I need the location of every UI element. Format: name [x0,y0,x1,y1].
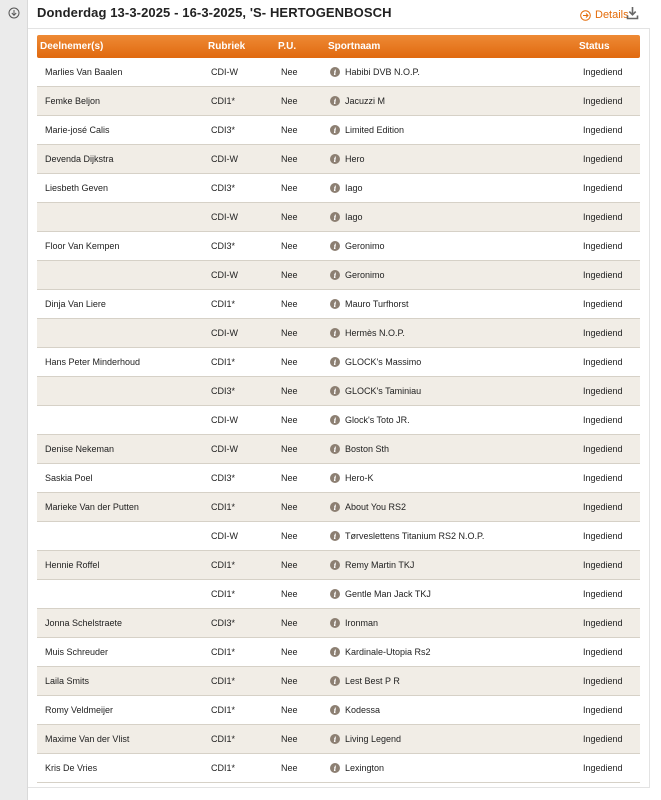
horse-cell [330,502,406,512]
table-row [37,522,640,551]
class-cell: CDI1* [211,502,236,512]
table-row [37,319,640,348]
table-row [37,348,640,377]
horse-cell [330,357,421,367]
horse-cell [330,328,405,338]
horse-name[interactable]: Hermès N.O.P. [345,328,405,338]
status-cell: Ingediend [583,67,623,77]
info-icon[interactable]: i [330,241,340,251]
info-icon[interactable]: i [330,270,340,280]
horse-name[interactable]: Gentle Man Jack TKJ [345,589,431,599]
status-cell: Ingediend [583,618,623,628]
status-cell: Ingediend [583,241,623,251]
table-row [37,493,640,522]
status-cell: Ingediend [583,734,623,744]
participant-cell: Jonna Schelstraete [45,618,123,628]
pu-cell: Nee [281,502,298,512]
class-cell: CDI1* [211,96,236,106]
horse-cell [330,241,385,251]
table-row [37,551,640,580]
pu-cell: Nee [281,473,298,483]
table-row [37,58,640,87]
participant-cell: Hennie Roffel [45,560,100,570]
class-cell: CDI-W [211,444,238,454]
info-icon[interactable]: i [330,125,340,135]
participant-cell: Marlies Van Baalen [45,67,123,77]
pu-cell: Nee [281,705,298,715]
pu-cell: Nee [281,589,298,599]
details-link[interactable] [580,9,629,21]
event-header [0,0,661,28]
info-icon[interactable]: i [330,444,340,454]
participant-cell: Muis Schreuder [45,647,109,657]
details-label: Details [595,9,629,21]
class-cell: CDI1* [211,299,236,309]
class-cell: CDI-W [211,270,238,280]
info-icon[interactable]: i [330,763,340,773]
horse-cell [330,154,365,164]
horse-cell [330,473,374,483]
status-cell: Ingediend [583,183,623,193]
pu-cell: Nee [281,415,298,425]
class-cell: CDI3* [211,183,236,193]
pu-cell: Nee [281,67,298,77]
info-icon[interactable]: i [330,560,340,570]
column-header-horse: Sportnaam [328,41,381,52]
table-row [37,261,640,290]
left-rail [0,0,28,800]
table-row [37,464,640,493]
horse-cell [330,270,385,280]
pu-cell: Nee [281,357,298,367]
info-icon[interactable]: i [330,589,340,599]
horse-name[interactable]: Hero-K [345,473,374,483]
class-cell: CDI3* [211,125,236,135]
status-cell: Ingediend [583,647,623,657]
column-header-participant: Deelnemer(s) [40,41,104,52]
horse-name[interactable]: Tørveslettens Titanium RS2 N.O.P. [345,531,485,541]
class-cell: CDI-W [211,154,238,164]
info-icon[interactable]: i [330,386,340,396]
info-icon[interactable]: i [330,705,340,715]
class-cell: CDI1* [211,676,236,686]
table-row [37,638,640,667]
status-cell: Ingediend [583,473,623,483]
info-icon[interactable]: i [330,502,340,512]
table-row [37,696,640,725]
participant-cell: Romy Veldmeijer [45,705,114,715]
horse-name[interactable]: Mauro Turfhorst [345,299,409,309]
class-cell: CDI3* [211,386,236,396]
pu-cell: Nee [281,386,298,396]
participant-cell: Denise Nekeman [45,444,115,454]
class-cell: CDI1* [211,357,236,367]
horse-name[interactable]: Glock's Toto JR. [345,415,410,425]
class-cell: CDI3* [211,473,236,483]
status-cell: Ingediend [583,96,623,106]
participant-cell: Hans Peter Minderhoud [45,357,141,367]
status-cell: Ingediend [583,531,623,541]
info-icon[interactable]: i [330,183,340,193]
horse-name[interactable]: Geronimo [345,270,385,280]
horse-name[interactable]: Kodessa [345,705,381,715]
status-cell: Ingediend [583,299,623,309]
status-cell: Ingediend [583,705,623,715]
pu-cell: Nee [281,270,298,280]
pu-cell: Nee [281,125,298,135]
column-header-status: Status [579,41,610,52]
pu-cell: Nee [281,676,298,686]
class-cell: CDI1* [211,647,236,657]
horse-name[interactable]: Hero [345,154,365,164]
status-cell: Ingediend [583,589,623,599]
table-row [37,290,640,319]
horse-cell [330,183,363,193]
participant-cell: Liesbeth Geven [45,183,109,193]
status-cell: Ingediend [583,560,623,570]
info-icon[interactable]: i [330,618,340,628]
table-row [37,145,640,174]
entries-table [37,35,640,783]
horse-name[interactable]: Jacuzzi M [345,96,386,106]
class-cell: CDI1* [211,589,236,599]
class-cell: CDI-W [211,415,238,425]
info-icon[interactable]: i [330,676,340,686]
status-cell: Ingediend [583,357,623,367]
horse-cell [330,676,400,686]
pu-cell: Nee [281,444,298,454]
pu-cell: Nee [281,647,298,657]
horse-name[interactable]: Lexington [345,763,385,773]
horse-cell [330,705,380,715]
horse-name[interactable]: Geronimo [345,241,385,251]
horse-cell [330,560,414,570]
status-cell: Ingediend [583,502,623,512]
participant-cell: Kris De Vries [45,763,98,773]
table-row [37,754,640,783]
info-icon[interactable]: i [330,212,340,222]
participant-cell: Devenda Dijkstra [45,154,114,164]
info-icon[interactable]: i [330,96,340,106]
horse-cell [330,415,410,425]
table-row [37,406,640,435]
class-cell: CDI1* [211,734,236,744]
horse-cell [330,299,409,309]
column-header-class: Rubriek [208,41,246,52]
info-icon[interactable]: i [330,647,340,657]
table-row [37,580,640,609]
participant-cell: Marieke Van der Putten [45,502,139,512]
horse-name[interactable]: Lest Best P R [345,676,400,686]
pu-cell: Nee [281,531,298,541]
class-cell: CDI3* [211,618,236,628]
participant-cell: Floor Van Kempen [45,241,120,251]
horse-cell [330,444,389,454]
horse-name[interactable]: Living Legend [345,734,402,744]
horse-cell [330,386,421,396]
participant-cell: Maxime Van der Vlist [45,734,130,744]
horse-cell [330,647,431,657]
class-cell: CDI1* [211,763,236,773]
class-cell: CDI-W [211,67,238,77]
pu-cell: Nee [281,328,298,338]
table-body [37,58,640,783]
info-icon[interactable]: i [330,299,340,309]
status-cell: Ingediend [583,154,623,164]
info-icon[interactable]: i [330,415,340,425]
table-row [37,377,640,406]
horse-cell [330,212,363,222]
table-row [37,203,640,232]
pu-cell: Nee [281,241,298,251]
column-header-pu: P.U. [278,41,297,52]
info-icon[interactable]: i [330,531,340,541]
horse-name[interactable]: GLOCK's Massimo [345,357,422,367]
class-cell: CDI-W [211,328,238,338]
horse-cell [330,125,404,135]
collapse-icon[interactable] [8,7,20,19]
class-cell: CDI-W [211,212,238,222]
event-title: Donderdag 13-3-2025 - 16-3-2025, 'S- HERTOGENBOSCH [37,5,392,20]
pu-cell: Nee [281,299,298,309]
download-icon[interactable] [626,6,639,20]
table-row [37,87,640,116]
status-cell: Ingediend [583,328,623,338]
status-cell: Ingediend [583,444,623,454]
status-cell: Ingediend [583,676,623,686]
pu-cell: Nee [281,734,298,744]
info-icon[interactable]: i [330,154,340,164]
table-header [37,35,640,58]
pu-cell: Nee [281,560,298,570]
horse-cell [330,67,420,77]
horse-cell [330,96,385,106]
table-row [37,435,640,464]
table-row [37,116,640,145]
info-icon[interactable]: i [330,328,340,338]
horse-name[interactable]: Kardinale-Utopia Rs2 [345,647,431,657]
horse-cell [330,618,378,628]
info-icon[interactable]: i [330,357,340,367]
pu-cell: Nee [281,96,298,106]
status-cell: Ingediend [583,386,623,396]
participant-cell: Femke Beljon [45,96,101,106]
info-icon[interactable]: i [330,67,340,77]
horse-name[interactable]: Habibi DVB N.O.P. [345,67,420,77]
pu-cell: Nee [281,618,298,628]
pu-cell: Nee [281,154,298,164]
entries-panel [28,28,650,788]
info-icon[interactable]: i [330,734,340,744]
participant-cell: Dinja Van Liere [45,299,106,309]
class-cell: CDI3* [211,241,236,251]
horse-name[interactable]: Remy Martin TKJ [345,560,415,570]
horse-cell [330,589,431,599]
horse-cell [330,531,484,541]
participant-cell: Marie-josé Calis [45,125,110,135]
horse-name[interactable]: Ironman [345,618,379,628]
participant-cell: Laila Smits [45,676,90,686]
horse-cell [330,734,401,744]
participant-cell: Saskia Poel [45,473,93,483]
table-row [37,609,640,638]
horse-name[interactable]: Boston Sth [345,444,390,454]
status-cell: Ingediend [583,763,623,773]
table-row [37,174,640,203]
table-row [37,232,640,261]
info-icon[interactable]: i [330,473,340,483]
pu-cell: Nee [281,212,298,222]
class-cell: CDI1* [211,705,236,715]
horse-name[interactable]: Limited Edition [345,125,405,135]
pu-cell: Nee [281,763,298,773]
horse-cell [330,763,384,773]
status-cell: Ingediend [583,125,623,135]
horse-name[interactable]: GLOCK's Taminiau [345,386,422,396]
pu-cell: Nee [281,183,298,193]
status-cell: Ingediend [583,270,623,280]
class-cell: CDI1* [211,560,236,570]
arrow-right-circle-icon [580,10,591,21]
table-row [37,725,640,754]
horse-name[interactable]: Iago [345,183,363,193]
horse-name[interactable]: About You RS2 [345,502,407,512]
table-row [37,667,640,696]
class-cell: CDI-W [211,531,238,541]
status-cell: Ingediend [583,212,623,222]
horse-name[interactable]: Iago [345,212,363,222]
status-cell: Ingediend [583,415,623,425]
